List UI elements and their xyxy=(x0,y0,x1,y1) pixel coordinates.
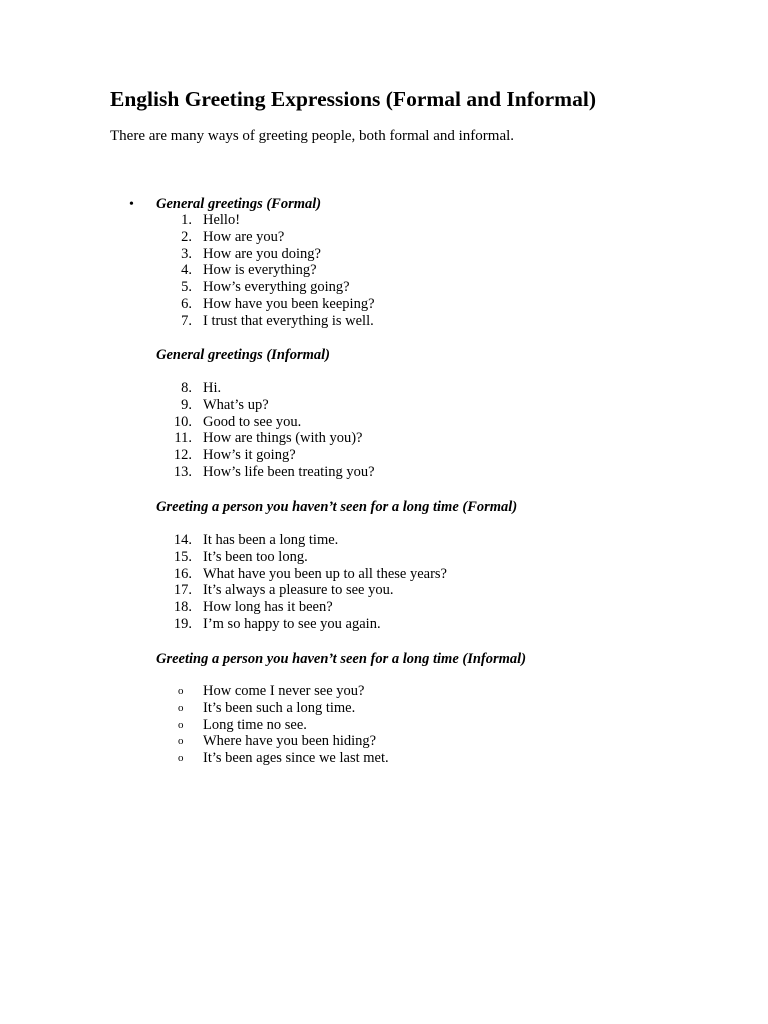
item-text: How are you doing? xyxy=(203,245,321,262)
item-text: What have you been up to all these years? xyxy=(203,565,447,582)
circle-bullet-icon: o xyxy=(178,718,184,731)
intro-paragraph: There are many ways of greeting people, both formal and informal. xyxy=(110,128,515,144)
item-number: 11. xyxy=(174,430,192,447)
item-number: 13. xyxy=(173,463,192,480)
item-number: 19. xyxy=(173,615,192,632)
section-heading-long-time-formal: Greeting a person you haven’t seen for a long time (Formal) xyxy=(156,499,518,515)
item-number: 6. xyxy=(181,295,192,312)
circle-bullet-icon: o xyxy=(178,685,184,697)
item-number: 14. xyxy=(173,532,192,548)
item-text: I trust that everything is well. xyxy=(203,312,374,329)
item-text: Where have you been hiding? xyxy=(203,733,377,750)
item-text: It’s been ages since we last met. xyxy=(203,750,389,767)
item-number: 12. xyxy=(173,447,192,464)
document-title: English Greeting Expressions (Formal and Informal) xyxy=(110,87,596,111)
item-text: How’s life been treating you? xyxy=(203,463,375,480)
item-number: 5. xyxy=(181,279,192,296)
item-text: How are you? xyxy=(203,228,285,245)
item-text: How come I never see you? xyxy=(203,683,365,699)
item-text: It has been a long time. xyxy=(203,532,339,548)
item-number: 10. xyxy=(173,413,192,430)
item-text: How is everything? xyxy=(203,262,317,279)
item-text: How long has it been? xyxy=(203,599,333,616)
item-text: Hi. xyxy=(203,380,222,396)
item-text: It’s always a pleasure to see you. xyxy=(203,582,394,599)
item-number: 18. xyxy=(173,599,192,616)
section-heading-long-time-informal: Greeting a person you haven’t seen for a long time (Informal) xyxy=(156,651,527,667)
item-text: How are things (with you)? xyxy=(203,430,363,447)
bullet-icon: • xyxy=(129,197,134,212)
item-text: Good to see you. xyxy=(203,413,302,430)
item-text: What’s up? xyxy=(203,396,269,413)
item-number: 4. xyxy=(181,262,192,279)
item-text: It’s been too long. xyxy=(203,548,308,565)
item-number: 15. xyxy=(173,548,192,565)
item-number: 9. xyxy=(181,396,192,413)
item-number: 8. xyxy=(181,380,192,396)
item-text: How have you been keeping? xyxy=(203,295,375,312)
item-number: 17. xyxy=(173,582,192,599)
item-number: 7. xyxy=(181,312,192,329)
item-number: 3. xyxy=(181,245,192,262)
item-number: 16. xyxy=(173,565,192,582)
item-text: Long time no see. xyxy=(203,716,307,733)
item-number: 1. xyxy=(181,212,192,228)
section-heading-informal: General greetings (Informal) xyxy=(156,347,330,363)
section-heading-formal: General greetings (Formal) xyxy=(156,196,322,212)
circle-bullet-icon: o xyxy=(178,701,184,714)
circle-bullet-icon: o xyxy=(178,752,184,765)
item-text: Hello! xyxy=(203,212,241,228)
item-text: It’s been such a long time. xyxy=(203,699,356,716)
item-number: 2. xyxy=(181,228,192,245)
item-text: How’s it going? xyxy=(203,447,296,464)
item-text: How’s everything going? xyxy=(203,279,350,296)
circle-bullet-icon: o xyxy=(178,735,184,748)
item-text: I’m so happy to see you again. xyxy=(203,615,381,632)
